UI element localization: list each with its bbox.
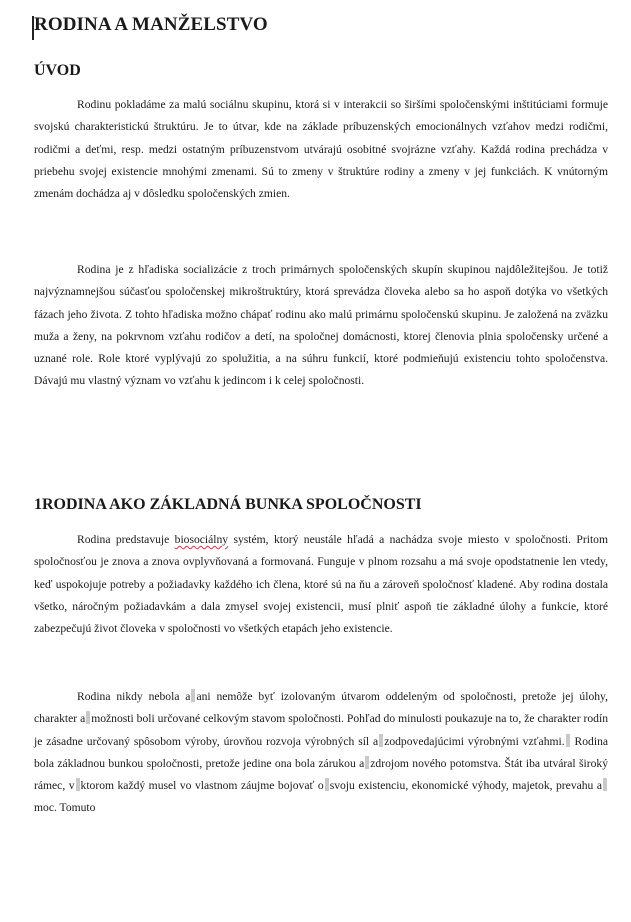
document-title: RODINA A MANŽELSTVO <box>34 14 268 35</box>
formatting-mark <box>76 778 80 791</box>
formatting-mark <box>86 711 90 724</box>
formatting-mark <box>325 778 329 791</box>
para-text: systém, ktorý neustále hľadá a nachádza svoje miesto v spoločnosti. Pritom spoločnosťou je znova a znova ovplyvňovaná a formovaná. Funguje v plnom rozsahu a má svoje opodstatnenie len vtedy, keď uspokojuje potreby a požiadavky každého ich člena, ktoré sú na ňu a zároveň spoločnosť kladené. Aby rodina dostala všetko, náročným požiadavkám a dala zmysel svojej existencii, musí plniť aspoň tie základné úlohy a funkcie, ktoré zabezpečujú život človeka v spoločnosti vo všetkých etapách jeho existencie. <box>34 533 608 636</box>
para-text: možnosti boli určované celkovým stavom spoločnosti. Pohľad do minulosti poukazuje na to, že charakter rodín je zásadne určovaný spôsobom výroby, úrovňou rozvoja výrobných síl a <box>34 712 608 748</box>
section-1-paragraph-2 <box>34 686 608 820</box>
formatting-mark <box>603 778 607 791</box>
para-text: Rodina nikdy nebola a <box>77 690 191 703</box>
para-text: zdrojom nového potomstva. Štát iba utváral široký rámec, v <box>34 756 608 793</box>
section-1-paragraph-1 <box>34 529 608 640</box>
section-1-heading: 1RODINA AKO ZÁKLADNÁ BUNKA SPOLOČNOSTI <box>34 496 422 513</box>
spellcheck-underlined-word[interactable]: biosociálny <box>174 533 229 546</box>
para-text: moc. Tomuto <box>34 801 96 815</box>
formatting-mark <box>191 689 195 702</box>
intro-paragraph-1: Rodinu pokladáme za malú sociálnu skupinu, ktorá si v interakcii so širšími spoločenskými inštitúciami formuje svojskú charakteristickú štruktúru. Je to útvar, kde na základe príbuzenských emocionálnych vzťahov medzi rodičmi, rodičmi a deťmi, resp. medzi ostatným príbuzenstvom utvárajú osobitné svojrázne vzťahy. Každá rodina prechádza v priebehu svojej existencie mnohými zmenami. Sú to zmeny v štruktúre rodiny a zmeny v jej funkciách. K vnútorným zmenám dochádza aj v dôsledku spoločenských zmien. <box>34 98 608 201</box>
formatting-mark <box>566 734 570 747</box>
para-text: Rodina predstavuje <box>77 533 175 546</box>
para-text: zodpovedajúcimi výrobnými vzťahmi. <box>384 734 565 748</box>
para-text: ktorom každý musel vo vlastnom záujme bojovať o <box>80 779 324 793</box>
para-text: Rodina bola základnou bunkou spoločnosti, pretože jedine ona bola zárukou a <box>34 734 609 770</box>
para-text: svoju existenciu, ekonomické výhody, majetok, prevahu a <box>329 779 602 793</box>
formatting-mark <box>365 756 369 769</box>
para-text: ani nemôže byť izolovaným útvarom oddeleným od spoločnosti, pretože jej úlohy, charakter a <box>34 690 608 726</box>
formatting-mark <box>379 734 383 747</box>
intro-paragraph-2: Rodina je z hľadiska socializácie z troch primárnych spoločenských skupín skupinou najdôležitejšou. Je totiž najvýznamnejšou súčasťou spoločenskej mikroštruktúry, ktorá sprevádza človeka alebo sa ho aspoň dotýka vo všetkých fázach jeho života. Z tohto hľadiska možno chápať rodinu ako malú primárnu spoločenskú skupinu. Je založená na zväzku muža a ženy, na pokrvnom vzťahu rodičov a detí, na spoločnej domácnosti, ktorej členovia plnia spoločensky určené a uznané role. Role ktoré vyplývajú zo spolužitia, a na súhru funkcií, ktoré podmieňujú existenciu tohto spoločenstva. Dávajú mu vlastný význam vo vzťahu k jedincom i k celej spoločnosti. <box>34 263 608 388</box>
intro-heading: ÚVOD <box>34 62 81 79</box>
